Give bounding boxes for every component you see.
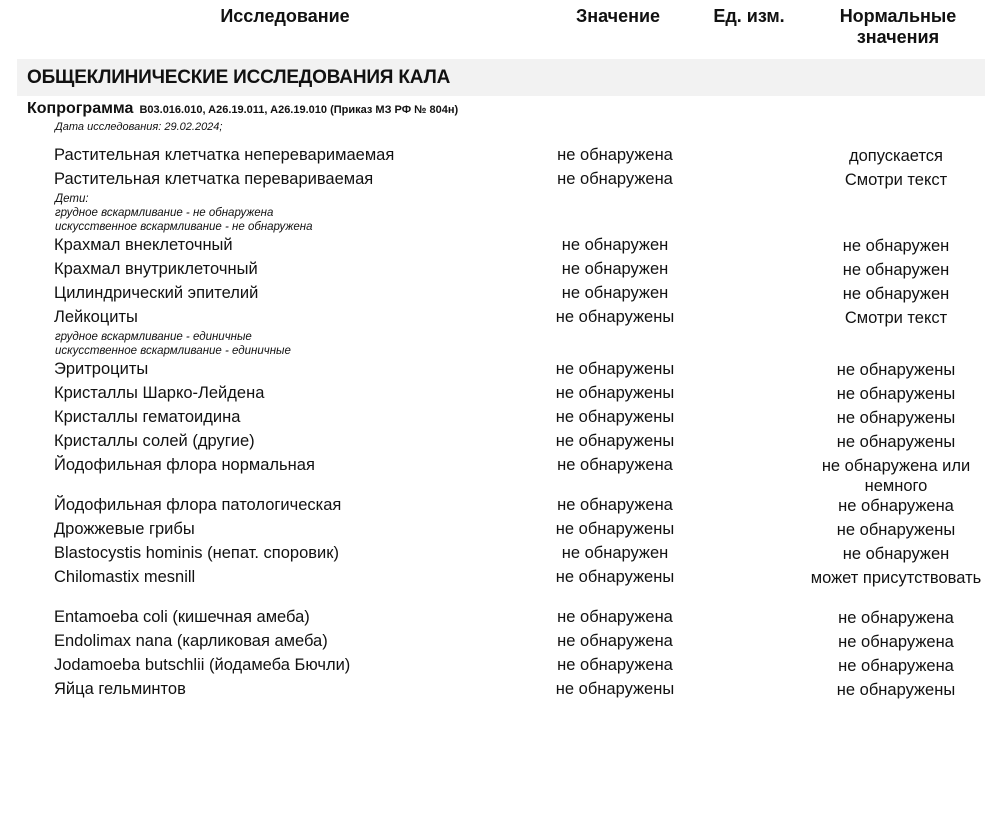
row-name: Растительная клетчатка перевариваемая [54,170,374,188]
table-row [0,494,1000,518]
row-norm: не обнаружена [838,497,954,515]
table-row [0,518,1000,542]
row-norm: не обнаружен [842,237,950,255]
row-value: не обнаружена [557,608,673,626]
row-norm: не обнаружена или немного [821,457,971,495]
row-value: не обнаружены [555,360,675,378]
row-value: не обнаружен [561,284,669,302]
row-name: Крахмал внутриклеточный [54,260,258,278]
row-norm: не обнаружен [842,545,950,563]
column-header-norm: Нормальные значения [839,6,957,47]
test-name: Копрограмма [27,100,134,117]
results-table [0,144,1000,702]
row-value: не обнаружены [555,680,675,698]
row-name: Цилиндрический эпителий [54,284,259,302]
row-norm: не обнаружены [836,385,956,403]
row-norm: не обнаружен [842,285,950,303]
row-value: не обнаружена [557,456,673,474]
row-name: Кристаллы гематоидина [54,408,241,426]
row-name: Jodamoeba butschlii (йодамеба Бючли) [54,656,351,674]
row-norm: не обнаружена [838,657,954,675]
test-title [27,100,458,118]
row-norm: Смотри текст [844,171,948,189]
row-value: не обнаружены [555,432,675,450]
row-name: Растительная клетчатка непереваримаемая [54,146,395,164]
row-value: не обнаружены [555,568,675,586]
row-name: Кристаллы Шарко-Лейдена [54,384,265,402]
row-value: не обнаружены [555,520,675,538]
column-header-unit: Ед. изм. [713,6,785,26]
note-line: грудное вскармливание - не обнаружена [55,207,274,219]
row-name: Blastocystis hominis (непат. споровик) [54,544,339,562]
table-row [0,678,1000,702]
row-norm: не обнаружены [836,521,956,539]
row-value: не обнаружена [557,496,673,514]
row-norm: не обнаружены [836,361,956,379]
row-name: Endolimax nana (карликовая амеба) [54,632,328,650]
row-name: Кристаллы солей (другие) [54,432,255,450]
test-codes: B03.016.010, A26.19.011, A26.19.010 (Приказ МЗ РФ № 804н) [139,104,459,116]
row-value: не обнаружены [555,384,675,402]
row-name: Эритроциты [54,360,149,378]
section-header [17,59,985,96]
row-name: Дрожжевые грибы [54,520,195,538]
row-norm: не обнаружены [836,433,956,451]
row-value: не обнаружена [557,656,673,674]
row-norm: Смотри текст [844,309,948,327]
table-row [0,566,1000,606]
table-row [0,168,1000,192]
row-value: не обнаружена [557,170,673,188]
row-name: Йодофильная флора патологическая [54,496,342,514]
row-norm: не обнаружена [838,609,954,627]
row-norm: не обнаружен [842,261,950,279]
row-name: Chilomastix mesnill [54,568,196,586]
column-header-value: Значение [575,6,661,26]
row-norm: допускается [849,147,943,165]
row-norm: может присутствовать [810,569,982,587]
row-note [0,330,1000,358]
table-row [0,234,1000,258]
row-norm: не обнаружена [838,633,954,651]
note-line: грудное вскармливание - единичные [55,331,252,343]
table-row [0,358,1000,382]
row-value: не обнаружен [561,544,669,562]
row-value: не обнаружены [555,308,675,326]
table-row [0,630,1000,654]
table-row [0,258,1000,282]
row-value: не обнаружен [561,236,669,254]
table-row [0,306,1000,330]
table-row [0,382,1000,406]
row-note [0,192,1000,234]
table-row [0,282,1000,306]
test-date: Дата исследования: 29.02.2024; [55,121,223,133]
row-name: Лейкоциты [54,308,138,326]
row-name: Яйца гельминтов [54,680,186,698]
note-line: искусственное вскармливание - единичные [55,345,291,357]
row-value: не обнаружена [557,146,673,164]
table-row [0,406,1000,430]
table-row [0,430,1000,454]
row-name: Йодофильная флора нормальная [54,456,315,474]
row-value: не обнаружена [557,632,673,650]
row-name: Крахмал внеклеточный [54,236,233,254]
column-header-study: Исследование [220,6,350,26]
table-row [0,654,1000,678]
section-title: ОБЩЕКЛИНИЧЕСКИЕ ИССЛЕДОВАНИЯ КАЛА [27,67,451,88]
row-norm: не обнаружены [836,681,956,699]
row-name: Entamoeba coli (кишечная амеба) [54,608,310,626]
table-row [0,144,1000,168]
table-row [0,542,1000,566]
row-value: не обнаружены [555,408,675,426]
row-value: не обнаружен [561,260,669,278]
row-norm: не обнаружены [836,409,956,427]
table-row [0,606,1000,630]
note-line: искусственное вскармливание - не обнаружена [55,221,313,233]
table-row [0,454,1000,494]
note-line: Дети: [55,193,89,205]
